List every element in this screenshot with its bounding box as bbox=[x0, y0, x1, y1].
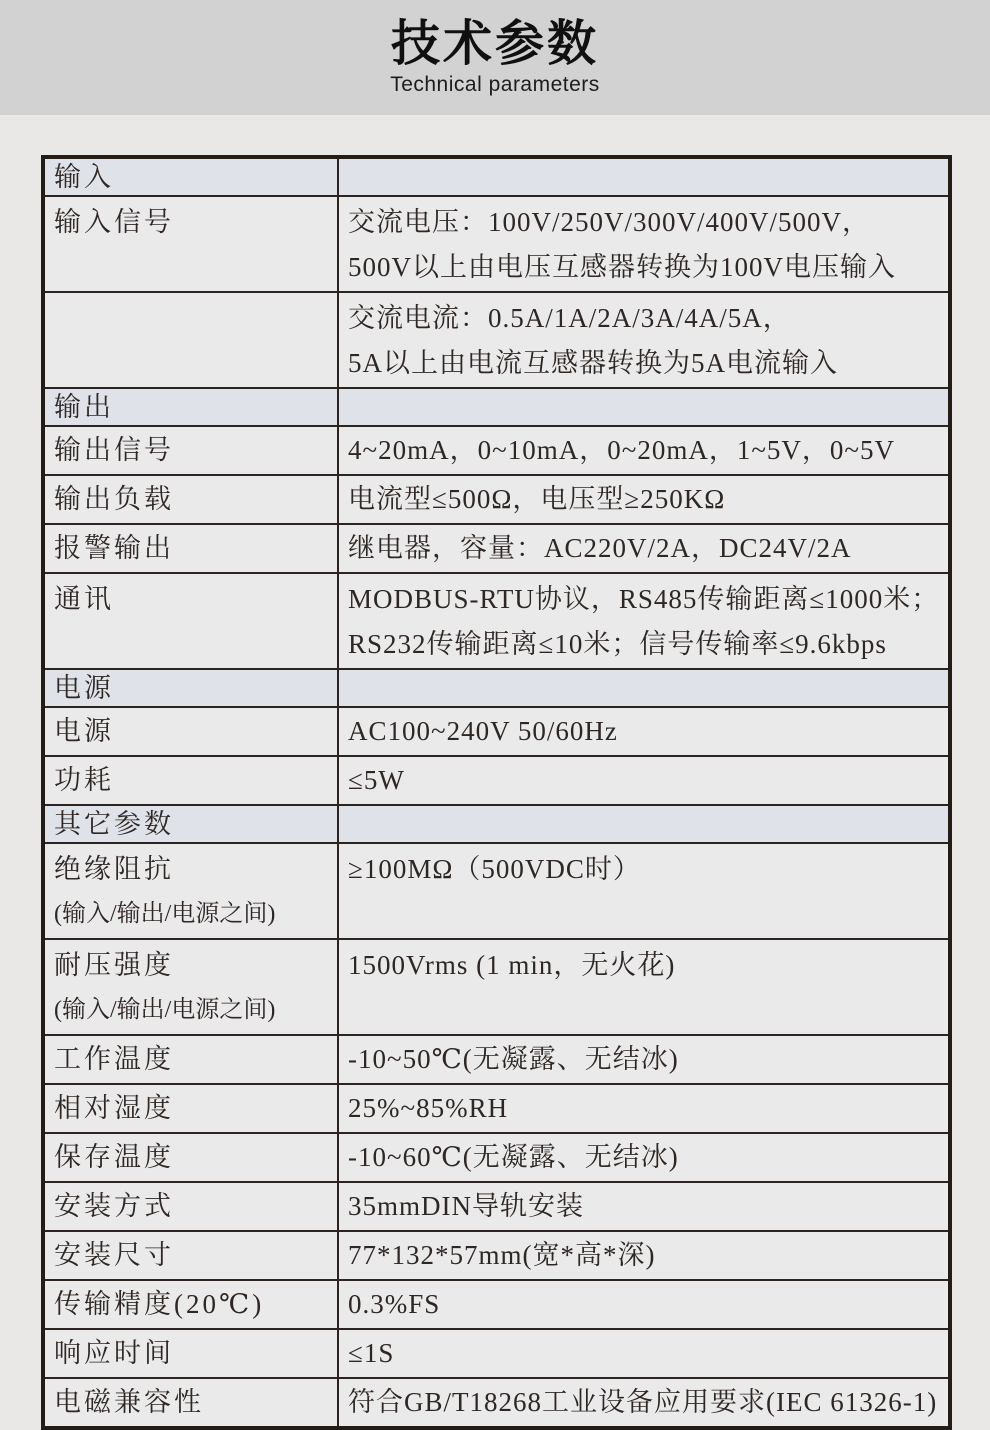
section-row bbox=[45, 668, 948, 706]
table-row bbox=[45, 1377, 948, 1426]
param-label-cell bbox=[45, 1134, 339, 1181]
param-value-cell bbox=[339, 670, 948, 706]
param-value-cell bbox=[339, 757, 948, 804]
section-label: 其它参数 bbox=[54, 809, 174, 839]
param-value: MODBUS-RTU协议，RS485传输距离≤1000米； bbox=[348, 584, 940, 614]
param-label-cell bbox=[45, 1379, 339, 1426]
param-value: ≤5W bbox=[348, 765, 405, 795]
param-label-cell bbox=[45, 844, 339, 938]
param-label-cell bbox=[45, 427, 339, 474]
param-label: 输入信号 bbox=[54, 207, 174, 237]
param-value: 电流型≤500Ω，电压型≥250KΩ bbox=[348, 484, 726, 514]
param-value-cell bbox=[339, 476, 948, 523]
param-value-cell bbox=[339, 844, 948, 938]
table-row bbox=[45, 1279, 948, 1328]
table-row bbox=[45, 523, 948, 572]
param-label: 绝缘阻抗 bbox=[54, 854, 174, 884]
page-subtitle: Technical parameters bbox=[390, 73, 600, 96]
param-label: 功耗 bbox=[54, 765, 114, 795]
section-row bbox=[45, 387, 948, 425]
table-row bbox=[45, 425, 948, 474]
param-label: 安装尺寸 bbox=[54, 1240, 174, 1270]
table-row bbox=[45, 572, 948, 668]
param-value: 4~20mA，0~10mA，0~20mA，1~5V，0~5V bbox=[348, 435, 896, 465]
param-label-cell bbox=[45, 1085, 339, 1132]
param-label-cell bbox=[45, 525, 339, 572]
param-value-cell bbox=[339, 197, 948, 291]
param-label: 保存温度 bbox=[54, 1142, 174, 1172]
param-label: 电源 bbox=[54, 716, 114, 746]
param-value-cell bbox=[339, 1036, 948, 1083]
param-label: 输出负载 bbox=[54, 484, 174, 514]
header-band bbox=[0, 0, 990, 115]
param-value: 交流电压：100V/250V/300V/400V/500V， bbox=[348, 207, 870, 237]
param-label: 耐压强度 bbox=[54, 950, 174, 980]
param-value-cell bbox=[339, 1379, 948, 1426]
param-label-cell bbox=[45, 1036, 339, 1083]
param-value-cell bbox=[339, 1085, 948, 1132]
section-label: 电源 bbox=[54, 673, 114, 703]
param-label-cell bbox=[45, 806, 339, 842]
section-label: 输入 bbox=[54, 162, 114, 192]
param-label-cell bbox=[45, 757, 339, 804]
table-row bbox=[45, 195, 948, 291]
param-value: AC100~240V 50/60Hz bbox=[348, 716, 618, 746]
param-value-cell bbox=[339, 1232, 948, 1279]
table-row bbox=[45, 938, 948, 1034]
param-label-cell bbox=[45, 1281, 339, 1328]
param-label: (输入/输出/电源之间) bbox=[54, 901, 276, 927]
param-label: 安装方式 bbox=[54, 1191, 174, 1221]
param-label-cell bbox=[45, 1183, 339, 1230]
param-value-cell bbox=[339, 293, 948, 387]
spec-table bbox=[41, 155, 952, 1430]
param-label-cell bbox=[45, 1330, 339, 1377]
param-value-cell bbox=[339, 1281, 948, 1328]
section-label: 输出 bbox=[54, 392, 114, 422]
page-title: 技术参数 bbox=[390, 17, 599, 71]
param-label: 电磁兼容性 bbox=[54, 1387, 204, 1417]
param-label-cell bbox=[45, 1232, 339, 1279]
param-label: 输出信号 bbox=[54, 435, 174, 465]
param-label-cell bbox=[45, 574, 339, 668]
param-value-cell bbox=[339, 159, 948, 195]
table-row bbox=[45, 706, 948, 755]
table-row bbox=[45, 1181, 948, 1230]
param-value: 交流电流：0.5A/1A/2A/3A/4A/5A， bbox=[348, 303, 791, 333]
table-row bbox=[45, 291, 948, 387]
table-row bbox=[45, 1230, 948, 1279]
param-value-cell bbox=[339, 389, 948, 425]
param-value-cell bbox=[339, 940, 948, 1034]
param-value: 25%~85%RH bbox=[348, 1093, 509, 1123]
table-row bbox=[45, 755, 948, 804]
param-value-cell bbox=[339, 427, 948, 474]
param-value: 继电器，容量：AC220V/2A，DC24V/2A bbox=[348, 533, 852, 563]
param-label-cell bbox=[45, 476, 339, 523]
param-value: 1500Vrms (1 min，无火花) bbox=[348, 950, 676, 980]
param-label: 报警输出 bbox=[54, 533, 174, 563]
param-label: 传输精度(20℃) bbox=[54, 1289, 265, 1319]
param-label: 响应时间 bbox=[54, 1338, 174, 1368]
table-row bbox=[45, 1132, 948, 1181]
param-label: 工作温度 bbox=[54, 1044, 174, 1074]
param-value: 0.3%FS bbox=[348, 1289, 441, 1319]
table-row bbox=[45, 474, 948, 523]
param-value: 35mmDIN导轨安装 bbox=[348, 1191, 584, 1221]
param-value-cell bbox=[339, 1330, 948, 1377]
param-value: -10~60℃(无凝露、无结冰) bbox=[348, 1142, 679, 1172]
param-value: 5A以上由电流互感器转换为5A电流输入 bbox=[348, 348, 838, 378]
table-row bbox=[45, 842, 948, 938]
table-row bbox=[45, 1328, 948, 1377]
param-label-cell bbox=[45, 389, 339, 425]
param-value: ≥100MΩ（500VDC时） bbox=[348, 854, 641, 884]
param-value: 500V以上由电压互感器转换为100V电压输入 bbox=[348, 252, 896, 282]
param-value: RS232传输距离≤10米；信号传输率≤9.6kbps bbox=[348, 629, 887, 659]
param-label-cell bbox=[45, 708, 339, 755]
param-label: 相对湿度 bbox=[54, 1093, 174, 1123]
param-label-cell bbox=[45, 197, 339, 291]
param-value-cell bbox=[339, 574, 948, 668]
param-value-cell bbox=[339, 708, 948, 755]
param-value-cell bbox=[339, 1134, 948, 1181]
param-value-cell bbox=[339, 806, 948, 842]
param-value: 符合GB/T18268工业设备应用要求(IEC 61326-1) bbox=[348, 1387, 938, 1417]
param-label-cell bbox=[45, 670, 339, 706]
param-value: 77*132*57mm(宽*高*深) bbox=[348, 1240, 656, 1270]
param-value: ≤1S bbox=[348, 1338, 395, 1368]
param-label-cell bbox=[45, 293, 339, 387]
param-label-cell bbox=[45, 940, 339, 1034]
section-row bbox=[45, 159, 948, 195]
table-row bbox=[45, 1083, 948, 1132]
param-label-cell bbox=[45, 159, 339, 195]
param-value-cell bbox=[339, 1183, 948, 1230]
section-row bbox=[45, 804, 948, 842]
param-value: -10~50℃(无凝露、无结冰) bbox=[348, 1044, 679, 1074]
table-row bbox=[45, 1034, 948, 1083]
param-label: 通讯 bbox=[54, 584, 114, 614]
param-label: (输入/输出/电源之间) bbox=[54, 997, 276, 1023]
param-value-cell bbox=[339, 525, 948, 572]
